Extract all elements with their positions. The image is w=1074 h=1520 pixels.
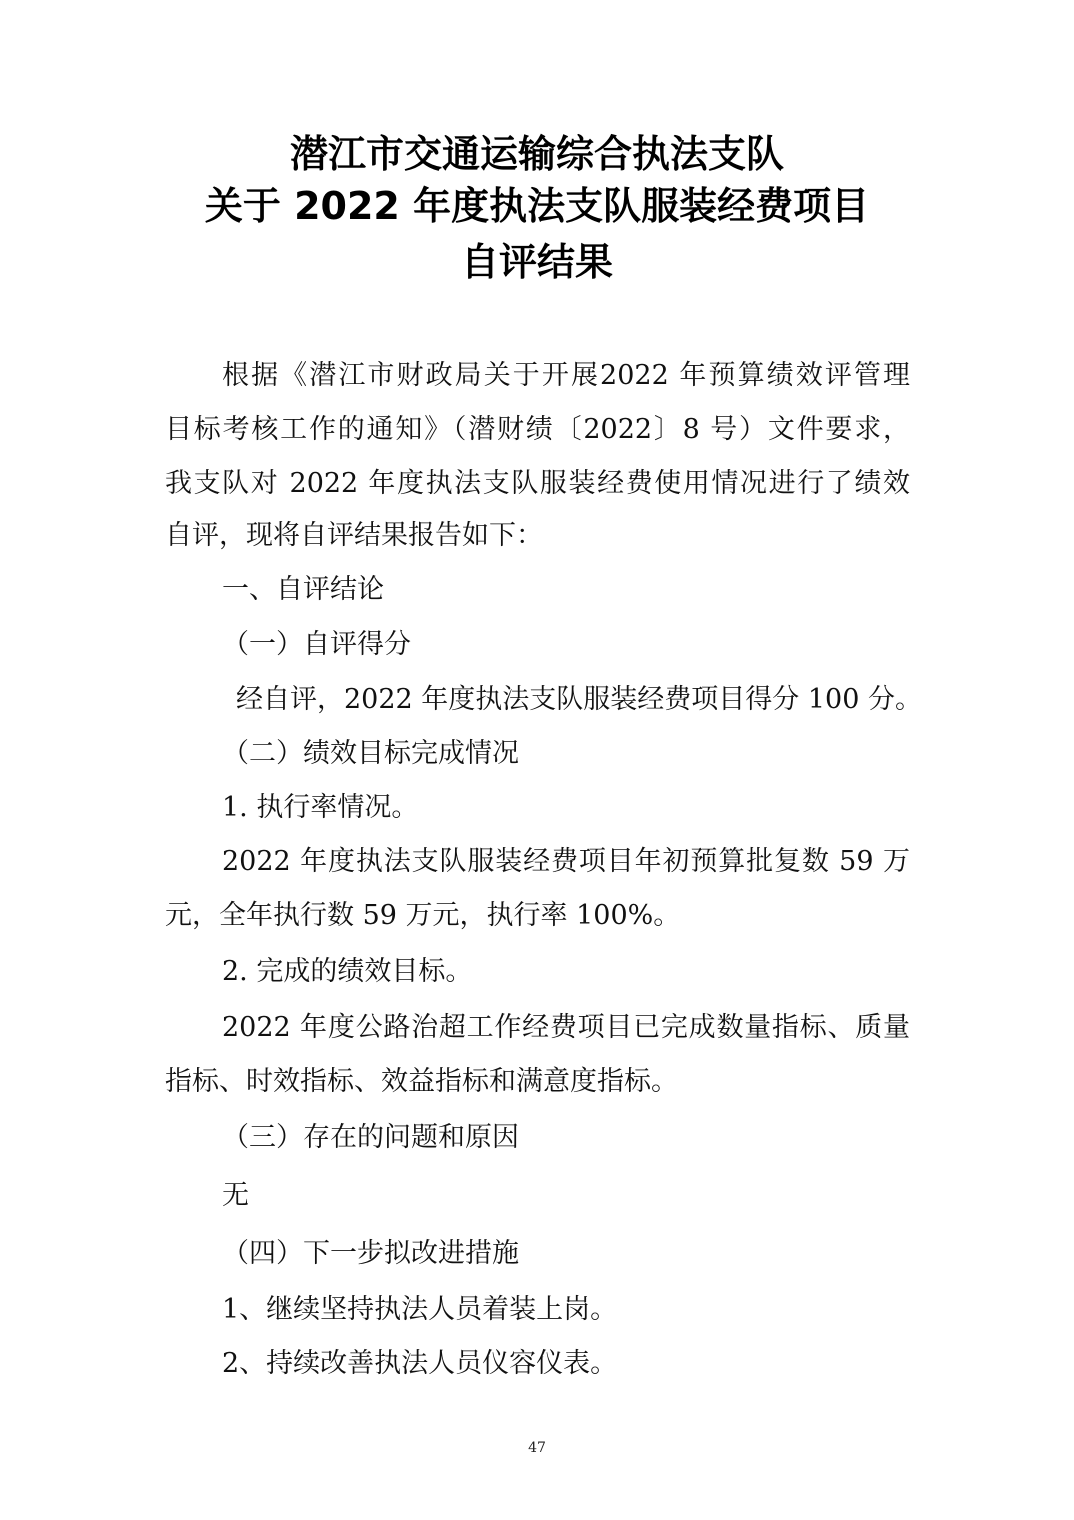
doc-title-line-1: 潜江市交通运输综合执法支队 (289, 132, 784, 176)
subsection-heading-problems: （三）存在的问题和原因 (222, 1122, 519, 1153)
problems-text: 无 (222, 1180, 249, 1211)
improvement-measure-1: 1、继续坚持执法人员着装上岗。 (222, 1294, 618, 1325)
improvement-measure-2: 2、持续改善执法人员仪容仪表。 (222, 1348, 618, 1379)
execution-rate-line-1: 2022 年度执法支队服装经费项目年初预算批复数 59 万 (222, 846, 910, 877)
doc-title-line-2: 关于 2022 年度执法支队服装经费项目 (204, 184, 870, 228)
completed-goals-line-1: 2022 年度公路治超工作经费项目已完成数量指标、质量 (222, 1012, 910, 1043)
doc-title-line-3: 自评结果 (460, 240, 613, 284)
subsection-heading-score: （一）自评得分 (222, 629, 411, 660)
subsection-heading-goals: （二）绩效目标完成情况 (222, 738, 519, 769)
page-number: 47 (528, 1440, 546, 1456)
intro-line-2: 目标考核工作的通知》（潜财绩〔2022〕8 号）文件要求， (165, 414, 910, 445)
intro-line-1: 根据《潜江市财政局关于开展2022 年预算绩效评管理 (222, 360, 910, 391)
subsection-heading-improvements: （四）下一步拟改进措施 (222, 1238, 519, 1269)
intro-line-3: 我支队对 2022 年度执法支队服装经费使用情况进行了绩效 (165, 468, 910, 499)
completed-goals-line-2: 指标、时效指标、效益指标和满意度指标。 (165, 1066, 678, 1097)
score-text: 经自评，2022 年度执法支队服装经费项目得分 100 分。 (236, 684, 922, 715)
item-heading-completed-goals: 2. 完成的绩效目标。 (222, 956, 473, 987)
item-heading-execution-rate: 1. 执行率情况。 (222, 792, 419, 823)
execution-rate-line-2: 元，全年执行数 59 万元，执行率 100%。 (165, 900, 681, 931)
intro-line-4: 自评，现将自评结果报告如下： (165, 520, 543, 551)
section-heading-conclusion: 一、自评结论 (222, 574, 384, 605)
